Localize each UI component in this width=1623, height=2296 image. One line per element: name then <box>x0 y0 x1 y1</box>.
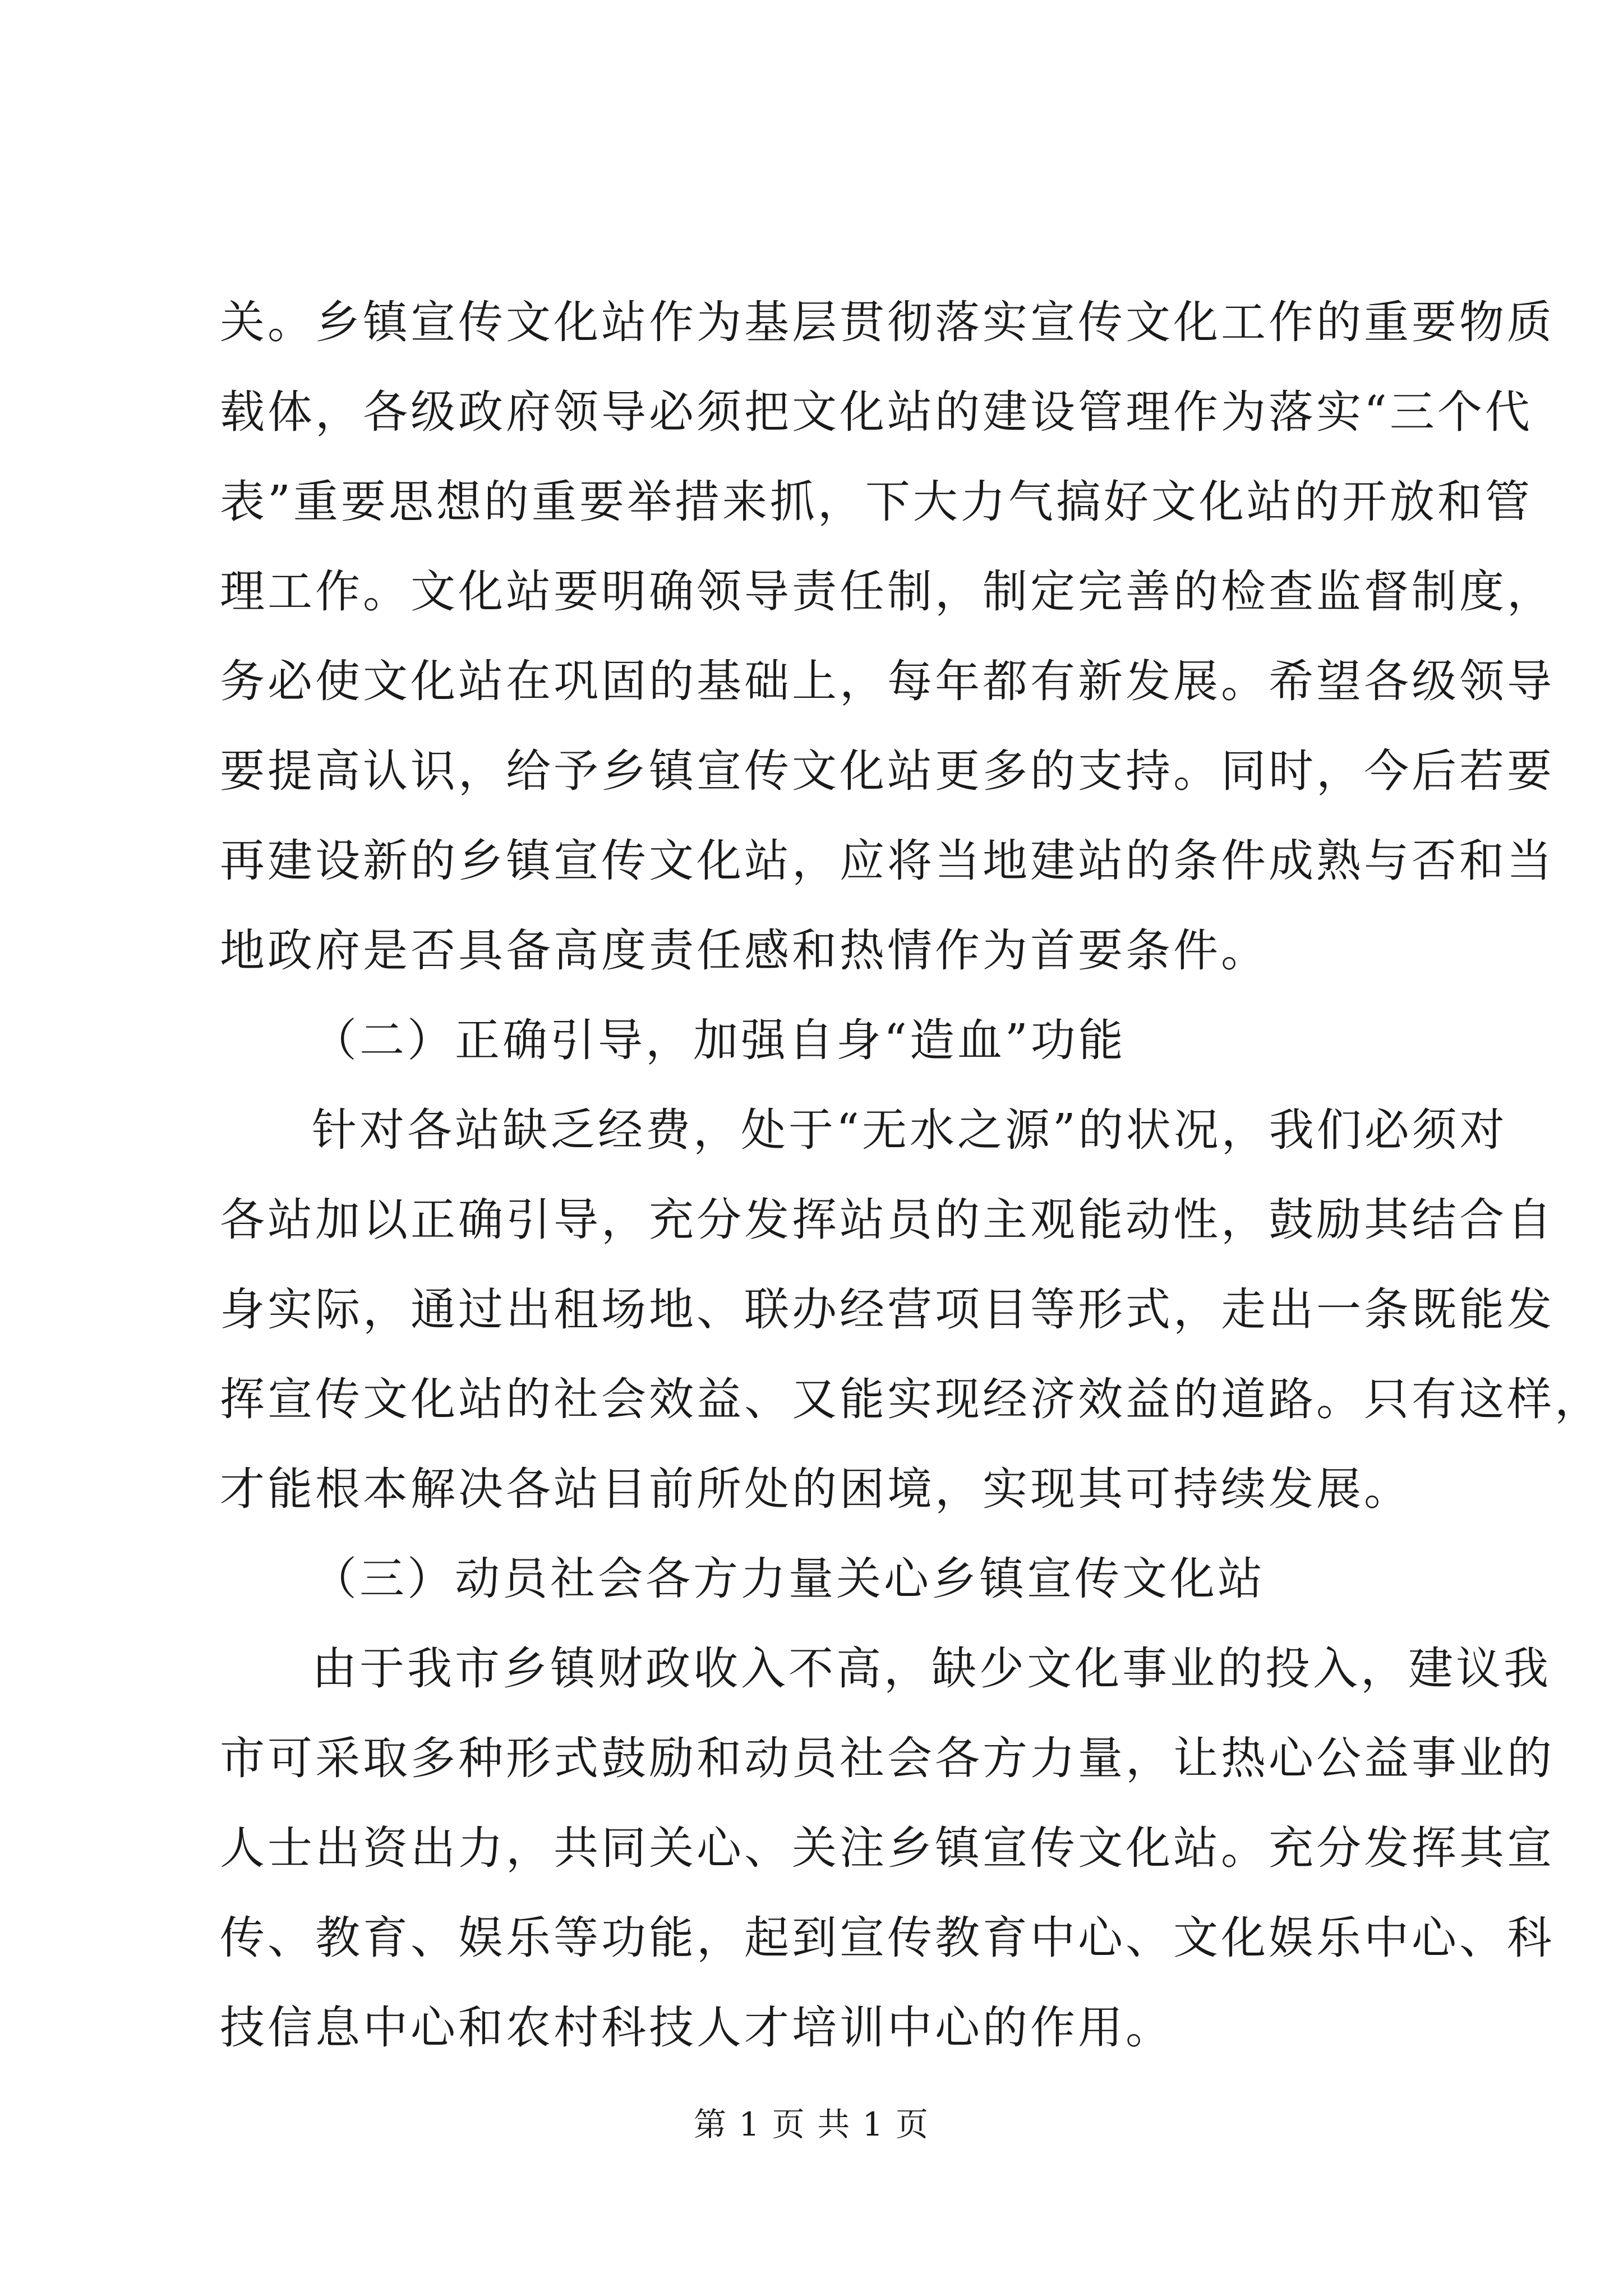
section-heading-2: （二）正确引导，加强自身“造血”功能 <box>312 1014 1126 1066</box>
text-line: 传、教育、娱乐等功能，起到宣传教育中心、文化娱乐中心、科 <box>220 1912 1555 1964</box>
document-body <box>220 278 1602 2073</box>
text-line: 务必使文化站在巩固的基础上，每年都有新发展。希望各级领导 <box>220 655 1555 707</box>
text-line: 针对各站缺乏经费，处于“无水之源”的状况，我们必须对 <box>312 1104 1507 1156</box>
text-line: 关。乡镇宣传文化站作为基层贯彻落实宣传文化工作的重要物质 <box>220 296 1555 348</box>
text-line: 再建设新的乡镇宣传文化站，应将当地建站的条件成熟与否和当 <box>220 835 1555 887</box>
page-number-footer: 第 1 页 共 1 页 <box>694 2105 929 2143</box>
paragraph-3 <box>220 1624 1555 2073</box>
text-line: 挥宣传文化站的社会效益、又能实现经济效益的道路。只有这样， <box>220 1373 1602 1425</box>
text-line: 身实际，通过出租场地、联办经营项目等形式，走出一条既能发 <box>220 1283 1555 1336</box>
text-line: 技信息中心和农村科技人才培训中心的作用。 <box>220 2001 1173 2054</box>
text-line: 人士出资出力，共同关心、关注乡镇宣传文化站。充分发挥其宣 <box>220 1822 1555 1874</box>
text-line: 理工作。文化站要明确领导责任制，制定完善的检查监督制度， <box>220 565 1555 618</box>
text-line: 表”重要思想的重要举措来抓，下大力气搞好文化站的开放和管 <box>220 476 1533 528</box>
section-heading-3: （三）动员社会各方力量关心乡镇宣传文化站 <box>312 1553 1265 1605</box>
text-line: 地政府是否具备高度责任感和热情作为首要条件。 <box>220 924 1269 977</box>
text-line: 各站加以正确引导，充分发挥站员的主观能动性，鼓励其结合自 <box>220 1194 1555 1246</box>
text-line: 市可采取多种形式鼓励和动员社会各方力量，让热心公益事业的 <box>220 1732 1555 1784</box>
text-line: 要提高认识，给予乡镇宣传文化站更多的支持。同时，今后若要 <box>220 745 1555 797</box>
paragraph-continuation <box>220 278 1555 996</box>
text-line: 由于我市乡镇财政收入不高，缺少文化事业的投入，建议我 <box>312 1642 1551 1695</box>
text-line: 才能根本解决各站目前所处的困境，实现其可持续发展。 <box>220 1463 1412 1515</box>
text-line: 载体，各级政府领导必须把文化站的建设管理作为落实“三个代 <box>220 386 1533 438</box>
paragraph-2 <box>220 1085 1602 1534</box>
